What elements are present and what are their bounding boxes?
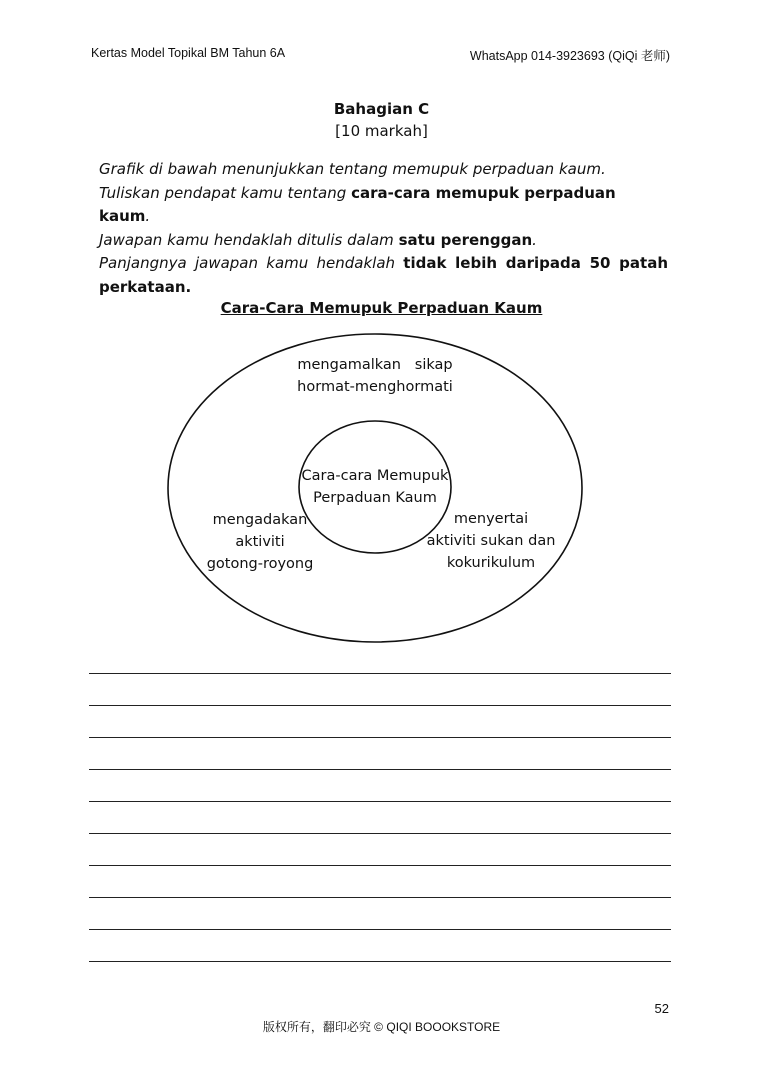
left-label-line-3: gotong-royong bbox=[206, 556, 314, 572]
answer-line[interactable] bbox=[89, 866, 671, 898]
right-label bbox=[420, 508, 562, 574]
top-label-line-2: hormat-menghormati bbox=[297, 379, 453, 395]
section-marks: [10 markah] bbox=[335, 122, 428, 140]
instruction-line-4-bold: tidak lebih daripada 50 patah bbox=[403, 254, 668, 272]
header-left: Kertas Model Topikal BM Tahun 6A bbox=[91, 46, 286, 60]
header-right: WhatsApp 014-3923693 (QiQi 老师) bbox=[469, 49, 670, 63]
instruction-line-2-end: . bbox=[145, 207, 151, 225]
right-label-line-3: kokurikulum bbox=[446, 555, 536, 571]
instruction-line-5-end: . bbox=[185, 277, 192, 296]
top-label bbox=[285, 354, 465, 398]
center-label bbox=[295, 465, 455, 509]
left-label-line-1: mengadakan bbox=[212, 512, 308, 528]
center-label-line-2: Perpaduan Kaum bbox=[313, 490, 437, 506]
page-number: 52 bbox=[654, 1001, 669, 1016]
answer-line[interactable] bbox=[89, 930, 671, 962]
left-label-line-2: aktiviti bbox=[235, 534, 285, 550]
top-label-line-1: mengamalkan sikap bbox=[297, 357, 453, 373]
instruction-line-1: Grafik di bawah menunjukkan tentang memupuk perpaduan kaum. bbox=[99, 160, 606, 178]
instruction-line-3-text: Jawapan kamu hendaklah ditulis dalam bbox=[99, 230, 399, 249]
answer-line[interactable] bbox=[89, 898, 671, 930]
answer-line[interactable] bbox=[89, 802, 671, 834]
instruction-line-4-text: Panjangnya jawapan kamu hendaklah bbox=[99, 254, 404, 272]
right-label-line-1: menyertai bbox=[453, 511, 529, 527]
instruction-line-3-bold: satu perenggan bbox=[398, 230, 533, 249]
footer-copyright: 版权所有，翻印必究 © QIQI BOOOKSTORE bbox=[262, 1020, 501, 1034]
answer-line[interactable] bbox=[89, 738, 671, 770]
left-label bbox=[195, 509, 325, 575]
right-label-line-2: aktiviti sukan dan bbox=[426, 533, 556, 549]
answer-lines[interactable] bbox=[89, 673, 671, 962]
center-label-line-1: Cara-cara Memupuk bbox=[301, 468, 449, 484]
instruction-line-5-bold: perkataan bbox=[99, 277, 186, 296]
answer-line[interactable] bbox=[89, 770, 671, 802]
instruction-line-2-bold: cara-cara memupuk perpaduan kaum bbox=[99, 183, 616, 225]
answer-line[interactable] bbox=[89, 834, 671, 866]
instruction-line-3-end: . bbox=[532, 230, 537, 249]
graphic-title: Cara-Cara Memupuk Perpaduan Kaum bbox=[220, 299, 543, 317]
answer-line[interactable] bbox=[89, 674, 671, 706]
instruction-line-2-text: Tuliskan pendapat kamu tentang bbox=[99, 183, 352, 202]
section-title: Bahagian C bbox=[333, 100, 430, 118]
answer-line[interactable] bbox=[89, 706, 671, 738]
